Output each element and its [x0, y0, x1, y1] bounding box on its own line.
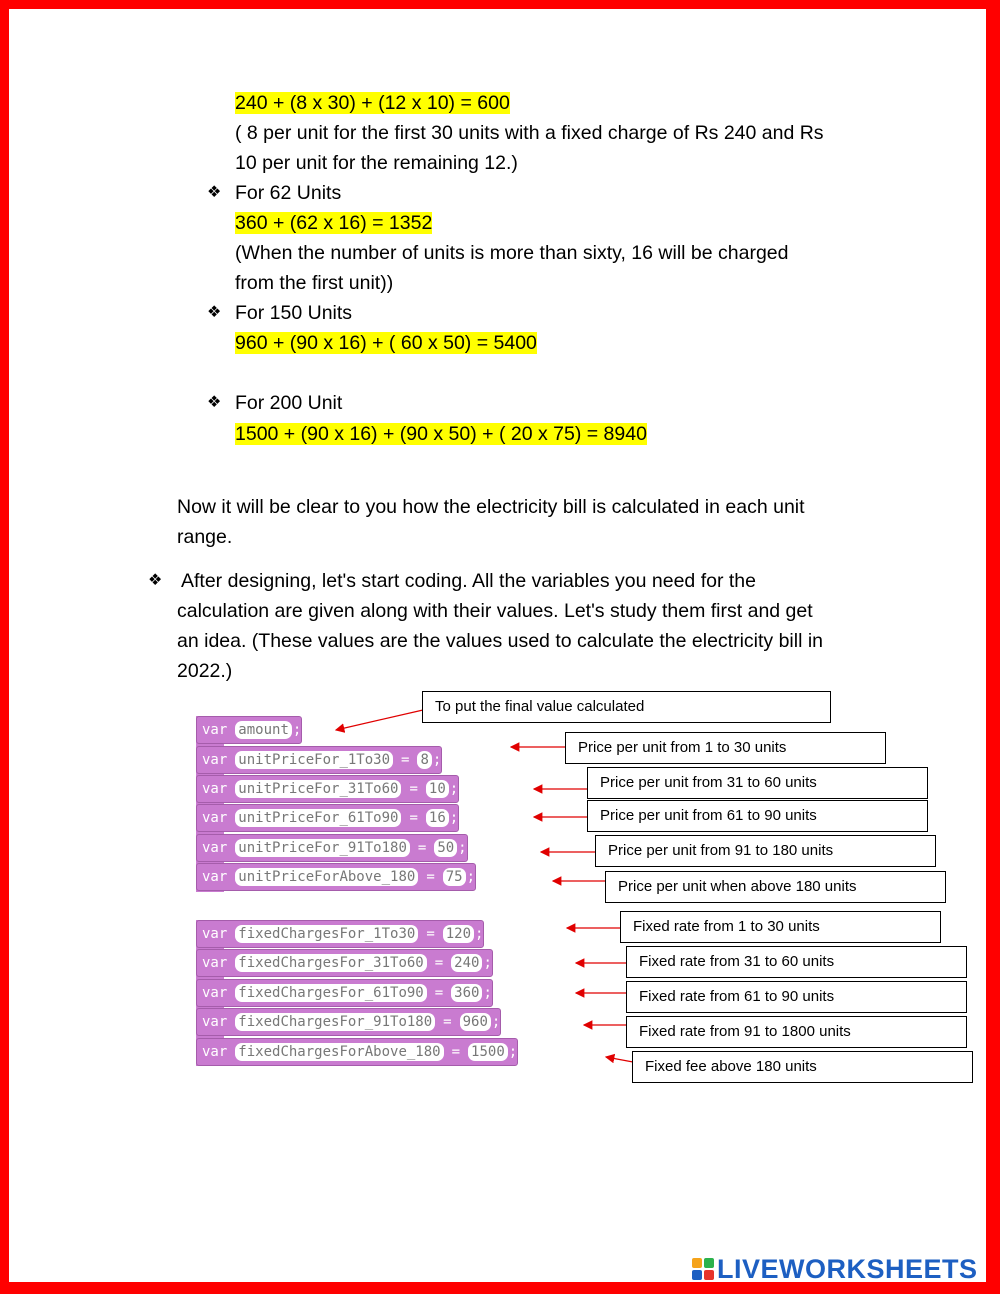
code-block[interactable]: var fixedChargesForAbove_180 = 1500 ;	[196, 1038, 518, 1066]
variable-value: 120	[443, 925, 474, 943]
code-keyword: var	[202, 752, 228, 768]
code-keyword: var	[202, 722, 228, 738]
variable-name: unitPriceForAbove_180	[235, 868, 418, 886]
variable-name: unitPriceFor_61To90	[235, 809, 401, 827]
summary-line-2: range.	[177, 526, 233, 548]
code-block[interactable]: var unitPriceFor_31To60 = 10 ;	[196, 775, 459, 803]
code-keyword: var	[202, 955, 228, 971]
logo-icon	[692, 1258, 714, 1280]
calc-note-line-2: ( 8 per unit for the first 30 units with a fixed charge of Rs 240 and Rs	[235, 122, 824, 144]
variable-value: 1500	[468, 1043, 508, 1061]
bullet-icon: ❖	[207, 394, 222, 411]
variable-name: fixedChargesFor_91To180	[235, 1013, 435, 1031]
code-block[interactable]: var fixedChargesFor_31To60 = 240 ;	[196, 949, 493, 977]
highlight: 240 + (8 x 30) + (12 x 10) = 600	[235, 92, 510, 114]
variable-name: fixedChargesForAbove_180	[235, 1043, 443, 1061]
bullet-icon: ❖	[207, 184, 222, 201]
coding-line-2: calculation are given along with their values. Let's study them first and get	[177, 600, 813, 622]
code-keyword: var	[202, 869, 228, 885]
code-keyword: var	[202, 926, 228, 942]
arrow-icon	[336, 710, 423, 730]
item-62-title: For 62 Units	[235, 182, 342, 204]
variable-value: 960	[460, 1013, 491, 1031]
annotation-label: Price per unit from 61 to 90 units	[587, 800, 928, 832]
variable-value: 75	[443, 868, 466, 886]
code-block[interactable]: var amount ;	[196, 716, 302, 744]
code-block[interactable]: var unitPriceFor_1To30 = 8 ;	[196, 746, 442, 774]
variable-value: 50	[434, 839, 457, 857]
annotation-label: Fixed rate from 1 to 30 units	[620, 911, 941, 943]
variable-name: fixedChargesFor_61To90	[235, 984, 426, 1002]
variable-value: 8	[417, 751, 431, 769]
bullet-icon: ❖	[148, 572, 163, 589]
code-block[interactable]: var fixedChargesFor_61To90 = 360 ;	[196, 979, 493, 1007]
item-62-note-2: from the first unit))	[235, 272, 394, 294]
code-keyword: var	[202, 985, 228, 1001]
annotation-label: Price per unit when above 180 units	[605, 871, 946, 903]
item-200-title: For 200 Unit	[235, 392, 343, 414]
highlight: 960 + (90 x 16) + ( 60 x 50) = 5400	[235, 332, 537, 354]
coding-line-4: 2022.)	[177, 660, 233, 682]
variable-value: 240	[451, 954, 482, 972]
calc-note-line-3: 10 per unit for the remaining 12.)	[235, 152, 518, 174]
variable-name: fixedChargesFor_31To60	[235, 954, 426, 972]
summary-line-1: Now it will be clear to you how the electricity bill is calculated in each unit	[177, 496, 805, 518]
annotation-label: Fixed rate from 61 to 90 units	[626, 981, 967, 1013]
bullet-icon: ❖	[207, 304, 222, 321]
arrow-icon	[606, 1057, 633, 1062]
coding-line-3: an idea. (These values are the values used to calculate the electricity bill in	[177, 630, 824, 652]
annotation-label: Price per unit from 31 to 60 units	[587, 767, 928, 799]
brand-name: LIVEWORKSHEETS	[717, 1253, 978, 1284]
code-keyword: var	[202, 1014, 228, 1030]
annotation-label: Price per unit from 1 to 30 units	[565, 732, 886, 764]
highlight: 1500 + (90 x 16) + (90 x 50) + ( 20 x 75) = 8940	[235, 423, 647, 445]
annotation-label: Price per unit from 91 to 180 units	[595, 835, 936, 867]
variable-value: 360	[451, 984, 482, 1002]
code-keyword: var	[202, 840, 228, 856]
code-keyword: var	[202, 781, 228, 797]
code-keyword: var	[202, 810, 228, 826]
variable-name: fixedChargesFor_1To30	[235, 925, 418, 943]
code-block[interactable]: var unitPriceFor_91To180 = 50 ;	[196, 834, 468, 862]
annotation-label: Fixed fee above 180 units	[632, 1051, 973, 1083]
brand-logo[interactable]	[692, 1252, 978, 1286]
code-block[interactable]: var unitPriceForAbove_180 = 75 ;	[196, 863, 476, 891]
highlight: 360 + (62 x 16) = 1352	[235, 212, 433, 234]
item-62-note-1: (When the number of units is more than sixty, 16 will be charged	[235, 242, 789, 264]
annotation-label: To put the final value calculated	[422, 691, 831, 723]
item-150-title: For 150 Units	[235, 302, 353, 324]
variable-value: 10	[426, 780, 449, 798]
code-block[interactable]: var fixedChargesFor_91To180 = 960 ;	[196, 1008, 501, 1036]
variable-name: unitPriceFor_1To30	[235, 751, 393, 769]
annotation-label: Fixed rate from 91 to 1800 units	[626, 1016, 967, 1048]
code-keyword: var	[202, 1044, 228, 1060]
variable-name: amount	[235, 721, 292, 739]
code-block[interactable]: var unitPriceFor_61To90 = 16 ;	[196, 804, 459, 832]
variable-name: unitPriceFor_91To180	[235, 839, 410, 857]
variable-name: unitPriceFor_31To60	[235, 780, 401, 798]
code-block[interactable]: var fixedChargesFor_1To30 = 120 ;	[196, 920, 484, 948]
coding-line-1: After designing, let's start coding. All the variables you need for the	[181, 570, 756, 592]
annotation-label: Fixed rate from 31 to 60 units	[626, 946, 967, 978]
variable-value: 16	[426, 809, 449, 827]
